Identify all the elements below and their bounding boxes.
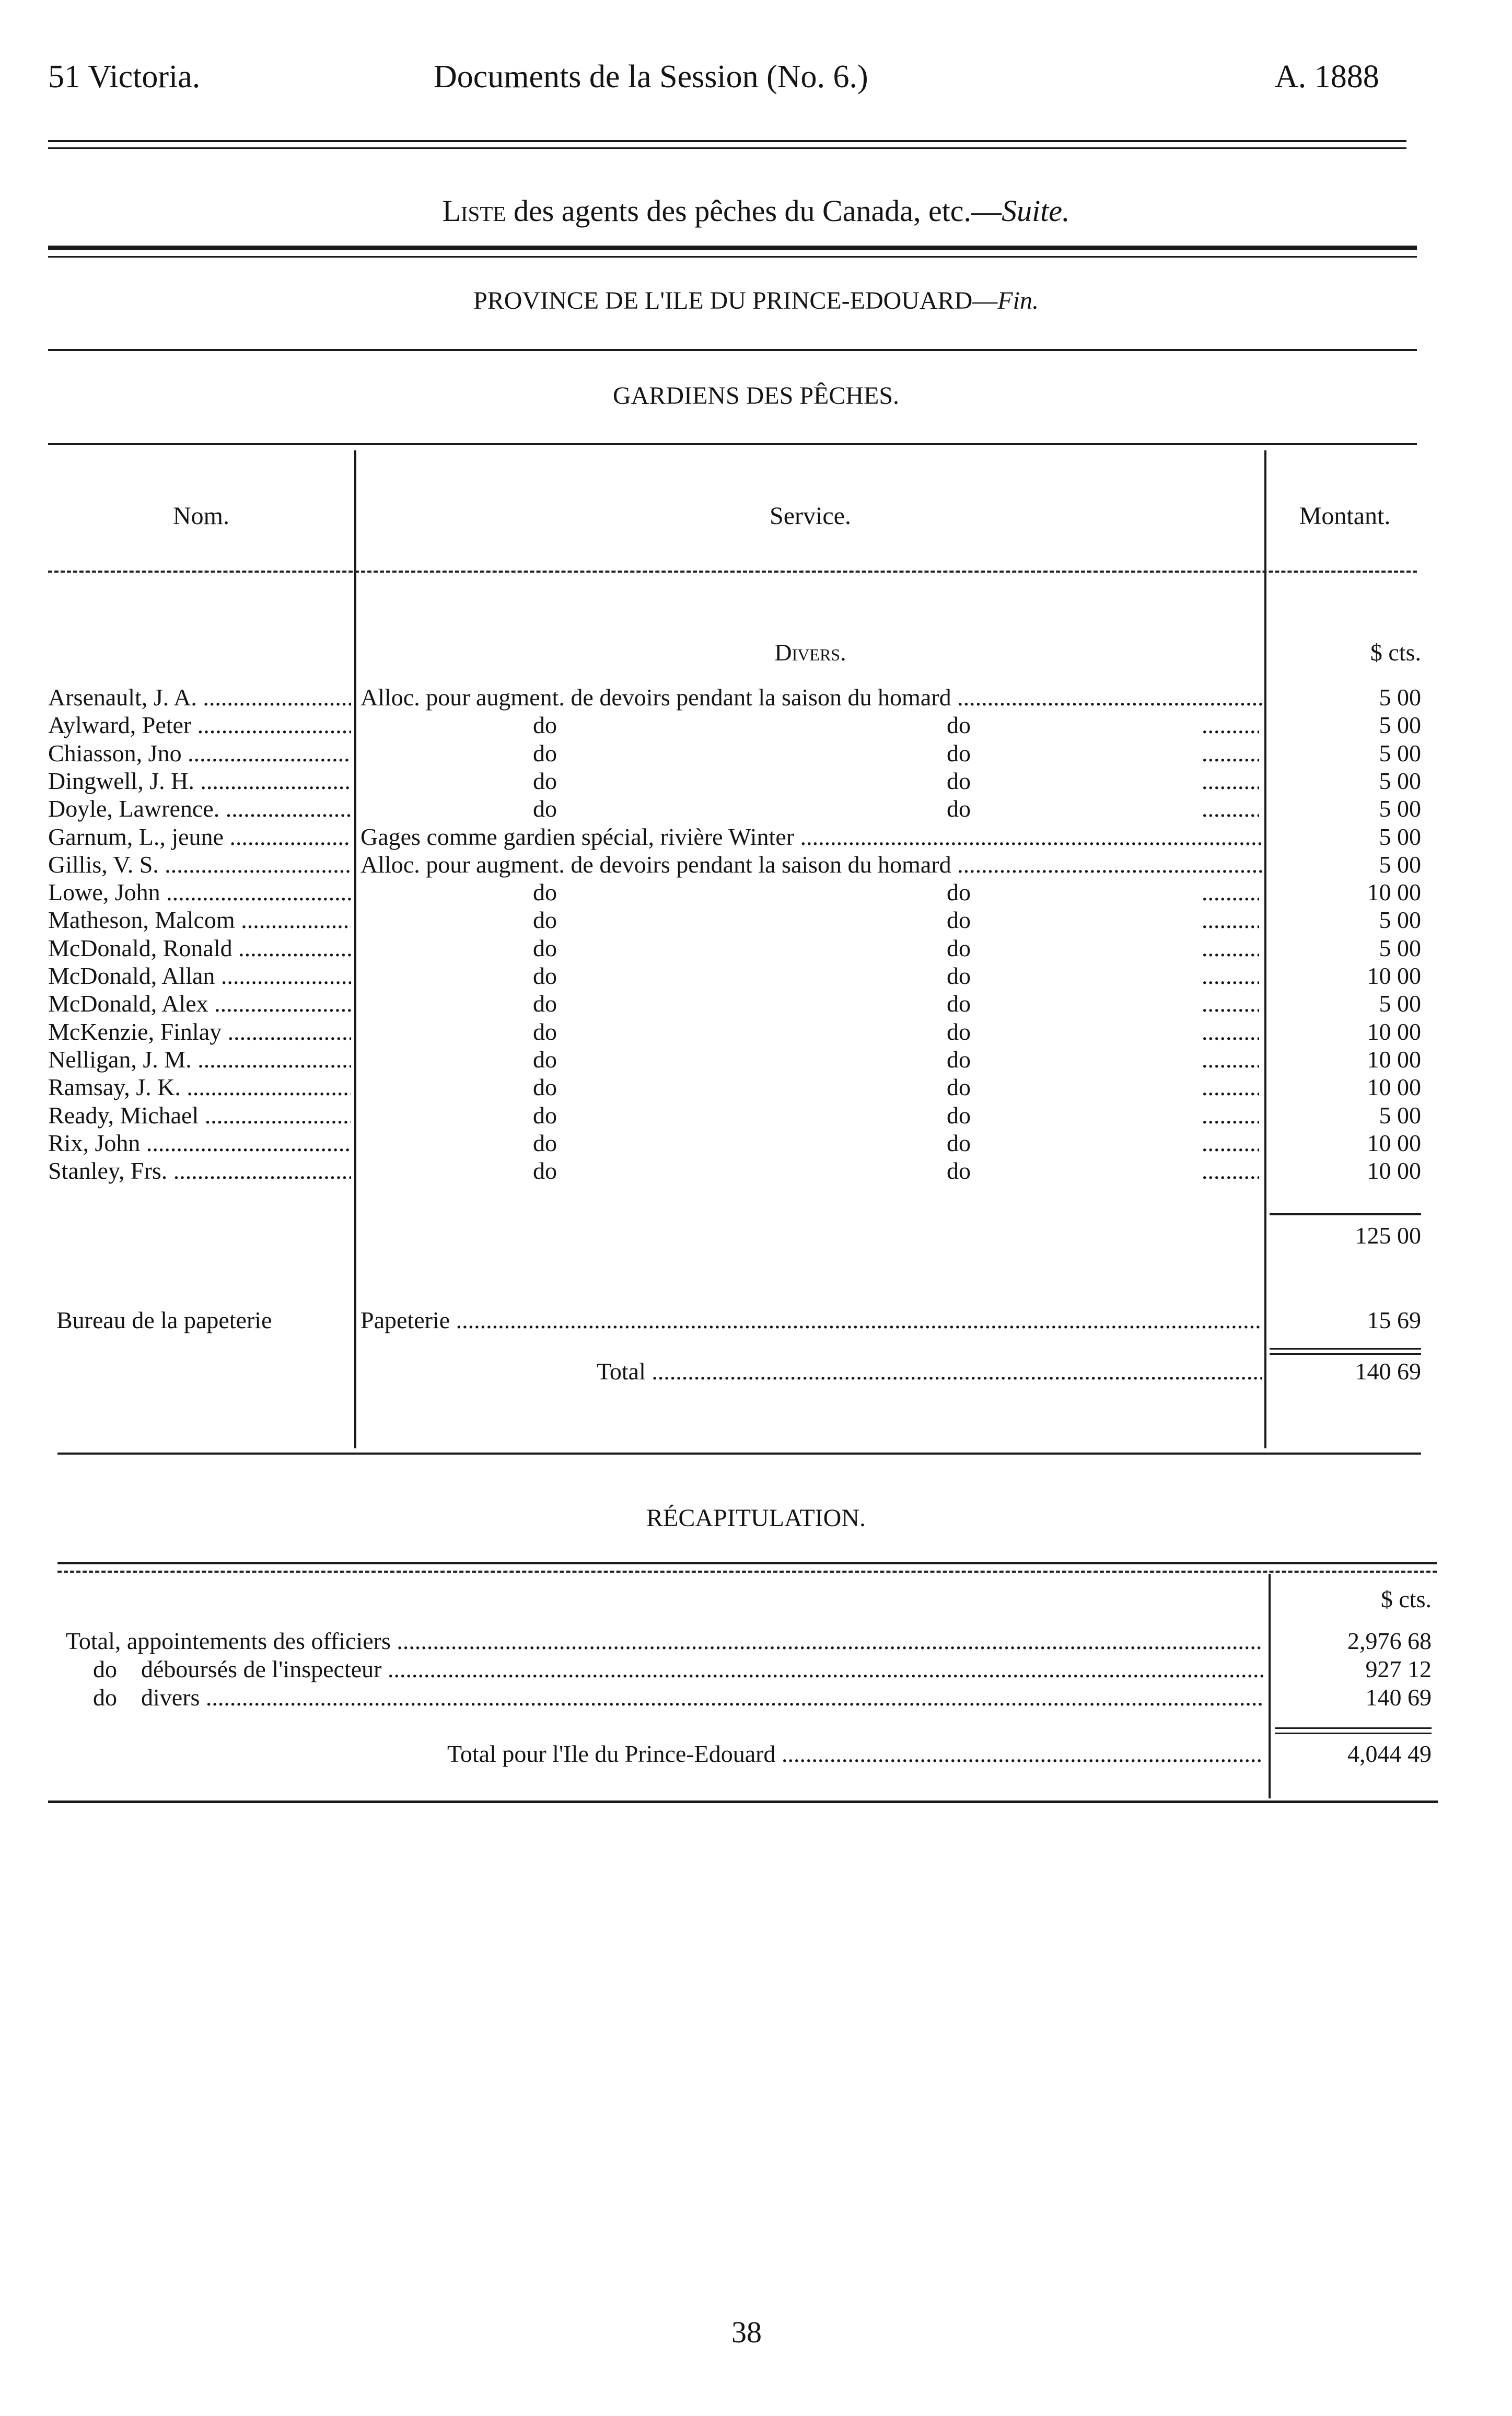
row-name-text: McDonald, Alex	[48, 990, 208, 1017]
province-heading	[0, 286, 1512, 315]
recap-row-amount: 2,976 68	[1347, 1628, 1432, 1654]
row-service-text: Gages comme gardien spécial, rivière Winter	[360, 823, 795, 850]
row-service-ditto-left: do	[533, 1102, 557, 1129]
header-rule-bottom	[48, 147, 1406, 149]
row-service-ditto-left: do	[533, 935, 557, 961]
recap-total-rule-1	[1275, 1727, 1432, 1729]
section-title: GARDIENS DES PÊCHES.	[612, 382, 900, 410]
row-name-text: Ready, Michael	[48, 1102, 199, 1129]
table-row	[0, 1046, 1512, 1074]
subtotal-rule	[1270, 1213, 1421, 1215]
row-service-leader	[1202, 1046, 1259, 1074]
row-service-ditto-right: do	[947, 907, 971, 933]
recap-row-label	[66, 1627, 1263, 1655]
header-volume: 51 Victoria.	[48, 59, 201, 95]
row-service-ditto-right: do	[947, 990, 971, 1017]
table-row	[0, 767, 1512, 795]
row-name	[48, 1046, 351, 1074]
total-rule-2	[1270, 1353, 1421, 1355]
recap-total-label	[447, 1740, 1263, 1768]
row-name-text: Ramsay, J. K.	[48, 1074, 181, 1100]
row-service	[360, 823, 1262, 851]
recap-row-amount: 927 12	[1365, 1656, 1432, 1682]
papeterie-row	[0, 1306, 1512, 1334]
table-row	[0, 823, 1512, 851]
recap-total-amount: 4,044 49	[1347, 1740, 1432, 1767]
recap-row	[0, 1627, 1512, 1655]
row-name	[48, 711, 351, 739]
recap-row-label-text: Total, appointements des officiers	[66, 1628, 391, 1654]
total-amount: 140 69	[1355, 1358, 1421, 1385]
row-service	[360, 851, 1262, 879]
table-row	[0, 851, 1512, 879]
row-name-text: Rix, John	[48, 1130, 141, 1156]
row-service-ditto-left: do	[533, 990, 557, 1017]
province-rule	[48, 349, 1417, 351]
table-row	[0, 962, 1512, 990]
row-name	[48, 739, 351, 768]
table-row	[0, 934, 1512, 962]
row-service-text: Alloc. pour augment. de devoirs pendant la saison du homard	[360, 851, 951, 878]
row-amount: 10 00	[1367, 1046, 1421, 1073]
table-row	[0, 1129, 1512, 1157]
row-name	[48, 878, 351, 907]
row-amount: 5 00	[1379, 740, 1421, 766]
recap-row	[0, 1683, 1512, 1712]
row-name	[48, 823, 351, 851]
row-amount: 10 00	[1367, 1157, 1421, 1184]
header-year: A. 1888	[1275, 59, 1379, 95]
row-service-ditto-right: do	[947, 740, 971, 766]
row-service-leader	[1202, 739, 1259, 768]
papeterie-name: Bureau de la papeterie	[56, 1307, 272, 1333]
row-name-text: Dingwell, J. H.	[48, 768, 194, 794]
row-service-leader	[1202, 934, 1259, 962]
total-label-text: Total	[597, 1358, 646, 1385]
recap-total-row	[0, 1740, 1512, 1768]
row-name-text: McKenzie, Finlay	[48, 1018, 222, 1045]
recap-total-rule-2	[1275, 1733, 1432, 1734]
table-bottom-rule	[57, 1453, 1421, 1455]
recap-row-label	[93, 1683, 1263, 1712]
row-service-ditto-left: do	[533, 768, 557, 794]
row-amount: 5 00	[1379, 990, 1421, 1017]
row-service-ditto-left: do	[533, 879, 557, 905]
title-rule-thick	[48, 246, 1417, 250]
row-amount: 10 00	[1367, 1130, 1421, 1156]
row-service-ditto-right: do	[947, 1157, 971, 1184]
title-rule-thin	[48, 256, 1417, 258]
province-label: PROVINCE DE L'ILE DU PRINCE-EDOUARD—	[473, 287, 998, 315]
table-row	[0, 711, 1512, 739]
row-service-leader	[1202, 1018, 1259, 1046]
recap-total-label-text: Total pour l'Ile du Prince-Edouard	[447, 1740, 776, 1767]
row-service-ditto-right: do	[947, 1102, 971, 1129]
row-amount: 5 00	[1379, 684, 1421, 711]
row-service-ditto-left: do	[533, 962, 557, 989]
currency-label: $ cts.	[1370, 639, 1421, 666]
column-header-service: Service.	[770, 502, 851, 530]
total-label	[597, 1357, 1262, 1386]
total-rule-1	[1270, 1348, 1421, 1350]
list-title-suite: Suite.	[1002, 194, 1070, 228]
list-title	[0, 193, 1512, 228]
row-service-leader	[1202, 1101, 1259, 1130]
row-name	[48, 962, 351, 990]
row-service-ditto-right: do	[947, 962, 971, 989]
row-service-ditto-right: do	[947, 935, 971, 961]
total-row	[0, 1357, 1512, 1386]
row-service-ditto-right: do	[947, 1018, 971, 1045]
row-name-text: Matheson, Malcom	[48, 907, 235, 933]
row-service-ditto-right: do	[947, 1046, 971, 1073]
row-name-text: Gillis, V. S.	[48, 851, 159, 878]
row-service-ditto-left: do	[533, 1157, 557, 1184]
row-amount: 5 00	[1379, 851, 1421, 878]
row-name-text: Garnum, L., jeune	[48, 823, 224, 850]
row-service-ditto-left: do	[533, 740, 557, 766]
list-title-lead: Liste	[442, 194, 506, 228]
row-name	[48, 1157, 351, 1185]
row-amount: 5 00	[1379, 1102, 1421, 1129]
row-name	[48, 795, 351, 823]
papeterie-service-label: Papeterie	[360, 1307, 450, 1333]
header-document-title: Documents de la Session (No. 6.)	[434, 59, 868, 95]
papeterie-amount: 15 69	[1367, 1307, 1421, 1333]
row-name-text: Nelligan, J. M.	[48, 1046, 192, 1073]
page-bottom-rule	[48, 1801, 1438, 1803]
row-service-ditto-right: do	[947, 1074, 971, 1100]
recap-title: RÉCAPITULATION.	[646, 1504, 866, 1532]
province-fin: Fin.	[997, 287, 1039, 315]
header-divider	[48, 571, 1417, 573]
row-name-text: McDonald, Ronald	[48, 935, 232, 961]
row-name-text: Chiasson, Jno	[48, 740, 182, 766]
table-row	[0, 1073, 1512, 1101]
recap-currency-label: $ cts.	[1380, 1586, 1432, 1612]
row-service-leader	[1202, 711, 1259, 739]
header-rule-top	[48, 140, 1406, 142]
row-amount: 5 00	[1379, 768, 1421, 794]
row-service-leader	[1202, 878, 1259, 907]
row-amount: 10 00	[1367, 1018, 1421, 1045]
row-service-leader	[1202, 1157, 1259, 1185]
row-service-ditto-right: do	[947, 795, 971, 822]
row-service-ditto-right: do	[947, 712, 971, 738]
table-row	[0, 739, 1512, 768]
row-name	[48, 683, 351, 712]
recap-rule-top	[57, 1562, 1437, 1564]
row-amount: 5 00	[1379, 823, 1421, 850]
row-amount: 5 00	[1379, 907, 1421, 933]
row-service-ditto-left: do	[533, 1074, 557, 1100]
table-row	[0, 1101, 1512, 1130]
table-row	[0, 878, 1512, 907]
recap-row-label-text: do divers	[93, 1684, 200, 1711]
row-name	[48, 934, 351, 962]
table-row	[0, 1157, 1512, 1185]
row-name-text: Aylward, Peter	[48, 712, 192, 738]
recap-row-amount: 140 69	[1365, 1684, 1432, 1711]
row-service-leader	[1202, 1073, 1259, 1101]
row-amount: 5 00	[1379, 712, 1421, 738]
row-service-ditto-right: do	[947, 1130, 971, 1156]
table-row	[0, 906, 1512, 934]
recap-row	[0, 1655, 1512, 1683]
row-service-leader	[1202, 990, 1259, 1018]
row-name	[48, 1018, 351, 1046]
list-title-text: des agents des pêches du Canada, etc.—	[513, 194, 1002, 228]
row-service-ditto-right: do	[947, 879, 971, 905]
row-name	[48, 906, 351, 934]
group-label: Divers.	[774, 639, 846, 666]
row-name-text: Lowe, John	[48, 879, 160, 905]
row-name-text: McDonald, Allan	[48, 962, 215, 989]
row-service-leader	[1202, 767, 1259, 795]
table-row	[0, 1018, 1512, 1046]
row-name-text: Doyle, Lawrence.	[48, 795, 220, 822]
recap-rule-dashed	[57, 1571, 1437, 1573]
row-amount: 10 00	[1367, 879, 1421, 905]
row-service-ditto-left: do	[533, 907, 557, 933]
row-name-text: Arsenault, J. A.	[48, 684, 197, 711]
papeterie-service	[360, 1306, 1262, 1334]
row-service-leader	[1202, 1129, 1259, 1157]
row-amount: 5 00	[1379, 935, 1421, 961]
row-amount: 10 00	[1367, 962, 1421, 989]
row-service-ditto-left: do	[533, 1046, 557, 1073]
row-amount: 10 00	[1367, 1074, 1421, 1100]
column-header-name: Nom.	[173, 502, 229, 530]
table-row	[0, 795, 1512, 823]
row-name-text: Stanley, Frs.	[48, 1157, 168, 1184]
table-row	[0, 683, 1512, 712]
row-service-ditto-right: do	[947, 768, 971, 794]
recap-row-label	[93, 1655, 1263, 1683]
row-name	[48, 1129, 351, 1157]
row-amount: 5 00	[1379, 795, 1421, 822]
recap-row-label-text: do déboursés de l'inspecteur	[93, 1656, 382, 1682]
row-service-ditto-left: do	[533, 795, 557, 822]
row-service-leader	[1202, 906, 1259, 934]
row-service-ditto-left: do	[533, 712, 557, 738]
page-number: 38	[731, 2315, 762, 2349]
row-name	[48, 767, 351, 795]
row-name	[48, 990, 351, 1018]
row-service-leader	[1202, 962, 1259, 990]
row-service	[360, 683, 1262, 712]
row-name	[48, 1101, 351, 1130]
section-rule	[48, 443, 1417, 445]
table-row	[0, 990, 1512, 1018]
row-name	[48, 1073, 351, 1101]
row-service-text: Alloc. pour augment. de devoirs pendant la saison du homard	[360, 684, 951, 711]
row-service-leader	[1202, 795, 1259, 823]
subtotal-amount: 125 00	[1355, 1222, 1421, 1249]
row-service-ditto-left: do	[533, 1130, 557, 1156]
row-name	[48, 851, 351, 879]
column-header-amount: Montant.	[1299, 502, 1391, 530]
row-service-ditto-left: do	[533, 1018, 557, 1045]
